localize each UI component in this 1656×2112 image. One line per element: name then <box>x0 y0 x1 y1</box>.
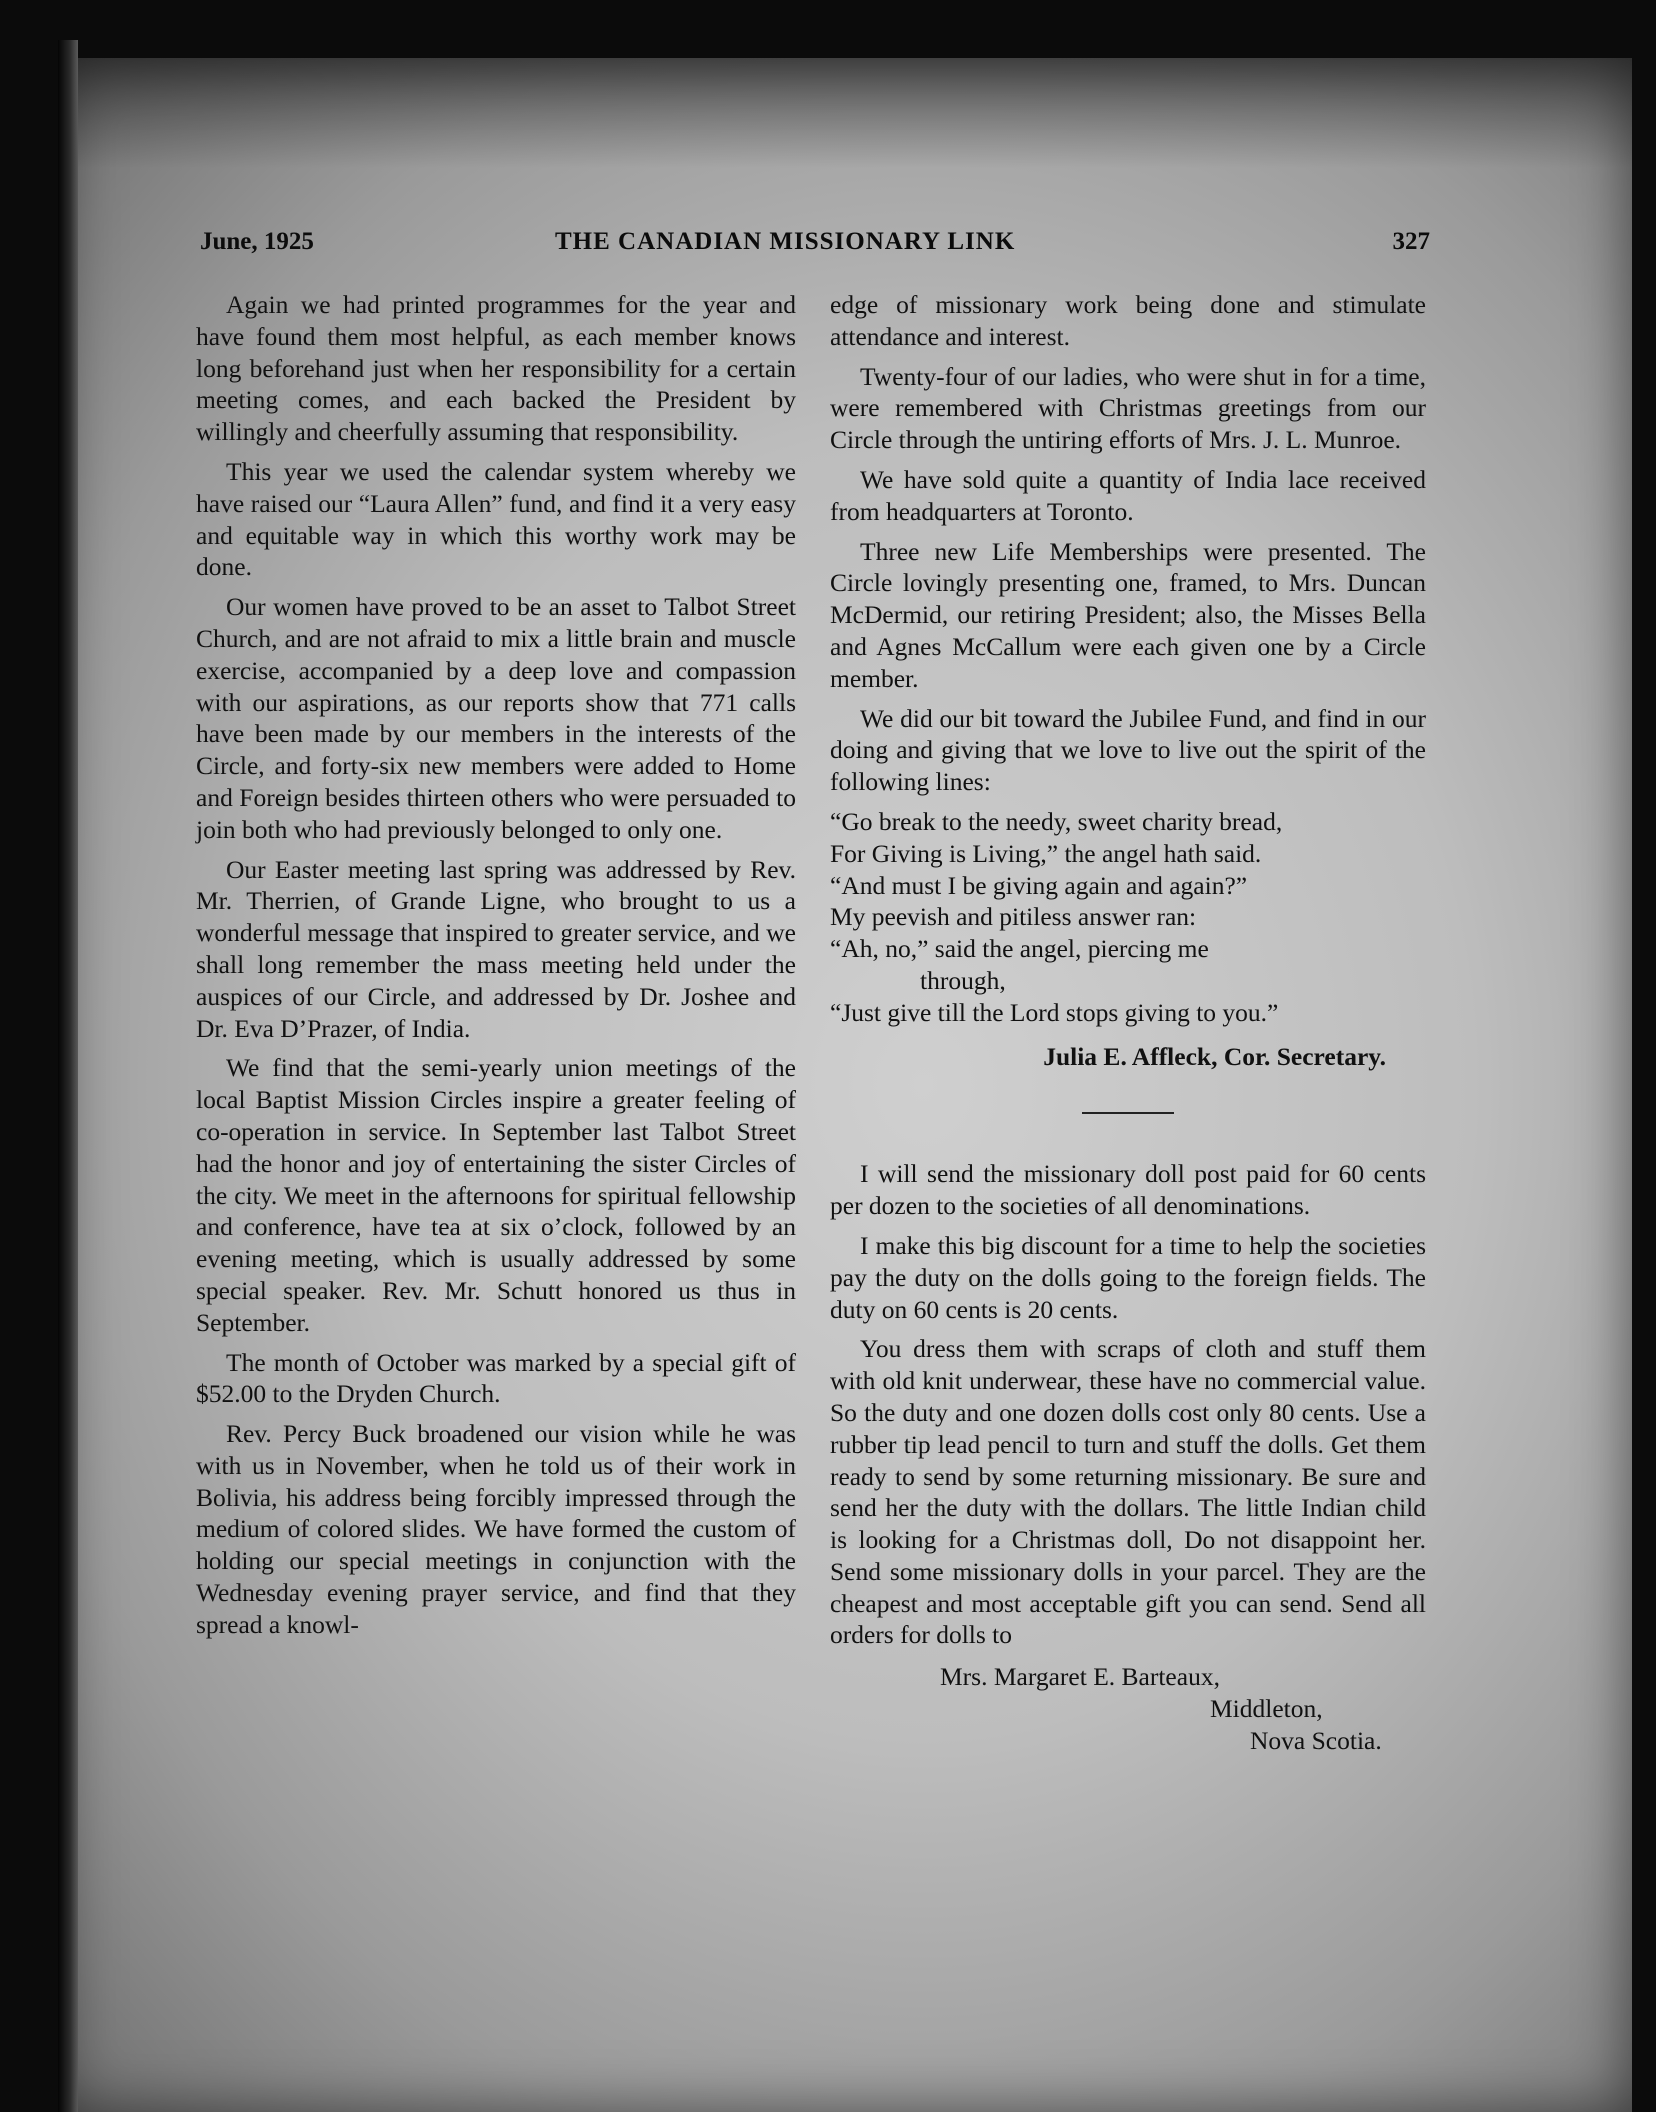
address-name: Mrs. Margaret E. Barteaux, <box>940 1662 1220 1692</box>
poem-line: My peevish and pitiless answer ran: <box>830 902 1197 932</box>
paragraph: The month of October was marked by a special gift of $52.00 to the Dryden Church. <box>196 1347 796 1409</box>
scan-shadow <box>58 58 1632 168</box>
address-town: Middleton, <box>1210 1694 1323 1724</box>
mailing-address <box>830 1661 1426 1756</box>
section-divider <box>1082 1112 1174 1114</box>
paragraph: Twenty-four of our ladies, who were shut in for a time, were remembered with Christmas greetings from our Circle through the untiring efforts of Mrs. J. L. Munroe. <box>830 361 1426 455</box>
paragraph: Three new Life Memberships were presented. The Circle lovingly presenting one, framed, to Mrs. Duncan McDermid, our retiring President; also, the Misses Bella and Agnes McCallum were each given one by a Circle member. <box>830 536 1426 693</box>
paragraph: This year we used the calendar system whereby we have raised our “Laura Allen” fund, and find it a very easy and equitable way in which this worthy work may be done. <box>196 456 796 582</box>
paragraph: Rev. Percy Buck broadened our vision while he was with us in November, when he told us of their work in Bolivia, his address being forcibly impressed through the medium of colored slides. We have formed the custom of holding our special meetings in conjunction with the Wednesday evening prayer service, and find that they spread a knowl- <box>196 1419 796 1639</box>
paragraph: Our women have proved to be an asset to Talbot Street Church, and are not afraid to mix a little brain and muscle exercise, accompanied by a deep love and compassion with our aspirations, as our reports show that 771 calls have been made by our members in the interests of the Circle, and forty-six new members were added to Home and Foreign besides thirteen others who were persuaded to join both who had previously belonged to only one. <box>196 592 796 844</box>
running-header <box>200 228 1430 268</box>
right-column <box>830 289 1426 1757</box>
notice-paragraph: I make this big discount for a time to help the societies pay the duty on the dolls going to the foreign fields. The duty on 60 cents is 20 cents. <box>830 1230 1426 1324</box>
poem-line: “And must I be giving again and again?” <box>830 870 1248 900</box>
left-column <box>196 289 796 1649</box>
issue-date: June, 1925 <box>200 228 314 255</box>
publication-title: THE CANADIAN MISSIONARY LINK <box>555 228 1016 255</box>
poem-line: “Just give till the Lord stops giving to you.” <box>830 997 1279 1027</box>
paragraph: We find that the semi-yearly union meetings of the local Baptist Mission Circles inspire a greater feeling of co-operation in service. In September last Talbot Street had the honor and joy of entertaining the sister Circles of the city. We meet in the afternoons for spiritual fellowship and conference, have tea at six o’clock, followed by an evening meeting, which is usually addressed by some special speaker. Rev. Mr. Schutt honored us thus in September. <box>196 1053 796 1337</box>
notice-paragraph: I will send the missionary doll post paid for 60 cents per dozen to the societies of all denominations. <box>830 1159 1426 1221</box>
poem-line: through, <box>920 965 1006 995</box>
binding-gutter <box>58 40 78 2112</box>
signature: Julia E. Affleck, Cor. Secretary. <box>1043 1041 1386 1071</box>
continued-paragraph: edge of missionary work being done and stimulate attendance and interest. <box>830 290 1426 351</box>
poem <box>830 806 1426 1029</box>
paragraph: We have sold quite a quantity of India lace received from headquarters at Toronto. <box>830 464 1426 526</box>
paragraph: Our Easter meeting last spring was addressed by Rev. Mr. Therrien, of Grande Ligne, who brought to us a wonderful message that inspired to greater service, and we shall long remember the mass meeting held under the auspices of our Circle, and addressed by Dr. Joshee and Dr. Eva D’Prazer, of India. <box>196 854 796 1043</box>
poem-line: “Go break to the needy, sweet charity bread, <box>830 806 1283 836</box>
address-province: Nova Scotia. <box>1250 1725 1382 1755</box>
notice-paragraph: You dress them with scraps of cloth and stuff them with old knit underwear, these have no commercial value. So the duty and one dozen dolls cost only 80 cents. Use a rubber tip lead pencil to turn and stuff the dolls. Get them ready to send by some returning missionary. Be sure and send her the duty with the dollars. The little Indian child is looking for a Christmas doll, Do not disappoint her. Send some missionary dolls in your parcel. They are the cheapest and most acceptable gift you can send. Send all orders for dolls to <box>830 1334 1426 1650</box>
poem-line: For Giving is Living,” the angel hath said. <box>830 838 1262 868</box>
paragraph: Again we had printed programmes for the year and have found them most helpful, as each member knows long beforehand just when her responsibility for a certain meeting comes, and each backed the President by willingly and cheerfully assuming that responsibility. <box>196 290 796 447</box>
page-number: 327 <box>1392 228 1430 255</box>
poem-line: “Ah, no,” said the angel, piercing me <box>830 934 1209 964</box>
paragraph: We did our bit toward the Jubilee Fund, and find in our doing and giving that we love to live out the spirit of the following lines: <box>830 703 1426 797</box>
